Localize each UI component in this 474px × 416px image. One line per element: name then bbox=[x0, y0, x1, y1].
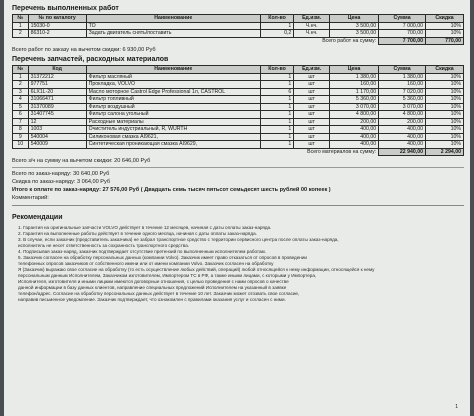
cell: шт bbox=[294, 88, 330, 96]
table-row bbox=[13, 111, 464, 119]
col-header: № bbox=[13, 66, 29, 74]
cell: шт bbox=[294, 133, 330, 141]
cell: 1 bbox=[260, 103, 293, 111]
col-header: Кол-во bbox=[260, 15, 293, 23]
cell: 400,00 bbox=[330, 133, 379, 141]
cell: Очиститель индустриальный, R, WURTH bbox=[86, 126, 260, 134]
cell: 4 800,00 bbox=[330, 111, 379, 119]
cell: 200,00 bbox=[379, 118, 426, 126]
cell: 31372212 bbox=[28, 73, 86, 81]
col-header: Цена bbox=[330, 66, 379, 74]
cell: 1 bbox=[260, 22, 293, 30]
table-row bbox=[13, 141, 464, 149]
table-row bbox=[13, 118, 464, 126]
recommendation-item: телефон/адрес. Согласие на обработку персональных данных действует в течение 10 лет. Заказчик может отозвать свое согласие, bbox=[18, 291, 300, 296]
col-header: Ед.изм. bbox=[294, 66, 330, 74]
cell: 0,2 bbox=[260, 30, 293, 38]
cell: 31407745 bbox=[28, 111, 86, 119]
cell: 1 bbox=[260, 118, 293, 126]
cell: шт bbox=[294, 103, 330, 111]
cell: 540009 bbox=[28, 141, 86, 149]
recommendations-title: Рекомендации bbox=[12, 205, 464, 221]
cell: шт bbox=[294, 126, 330, 134]
cell: 7 000,00 bbox=[379, 22, 426, 30]
table-row bbox=[13, 22, 464, 30]
cell: шт bbox=[294, 96, 330, 104]
parts-total-row bbox=[13, 148, 464, 156]
col-header: № bbox=[13, 15, 29, 23]
cell: 6 bbox=[13, 111, 29, 119]
cell: 1 380,00 bbox=[379, 73, 426, 81]
cell: Синтетическая проникающая смазка AI9629, bbox=[86, 141, 260, 149]
cell: 1 380,00 bbox=[330, 73, 379, 81]
cell: 1 bbox=[260, 126, 293, 134]
cell: 7 bbox=[13, 118, 29, 126]
works-header-row bbox=[13, 15, 464, 23]
table-row bbox=[13, 103, 464, 111]
cell: 3 500,00 bbox=[330, 30, 379, 38]
cell: 540004 bbox=[28, 133, 86, 141]
col-header: Наименование bbox=[86, 66, 260, 74]
cell: Расходные материалы bbox=[86, 118, 260, 126]
parts-total-label: Всего материалов на сумму: bbox=[307, 148, 377, 155]
cell: 1003 bbox=[28, 126, 86, 134]
parts-with-discount: Всего з/ч на сумму на вычетом скидки: 20 646,00 Руб bbox=[12, 158, 151, 164]
cell: 1 170,00 bbox=[330, 88, 379, 96]
cell: 400,00 bbox=[330, 126, 379, 134]
recommendation-item: 4. Подписывая заказ-наряд, заказчик подтверждает отсутствие претензий по выполненным исполнителем работам. bbox=[18, 249, 266, 254]
cell: 31066471 bbox=[28, 96, 86, 104]
cell: 31370089 bbox=[28, 103, 86, 111]
cell: 160,00 bbox=[330, 81, 379, 89]
works-total-discount: 770,00 bbox=[426, 37, 464, 45]
cell: 200,00 bbox=[330, 118, 379, 126]
work-order-document bbox=[4, 0, 470, 416]
cell: 86310-2 bbox=[28, 30, 86, 38]
col-header: № по каталогу bbox=[28, 15, 86, 23]
cell: 10% bbox=[426, 118, 464, 126]
divider bbox=[12, 167, 464, 168]
cell: Ч.нч. bbox=[294, 22, 330, 30]
cell: 10% bbox=[426, 81, 464, 89]
cell: 977751 bbox=[28, 81, 86, 89]
recommendation-item: телефонных опросов заказчиков от собственного имени или от имени компании Volvo. Заказчик согласен на обработку bbox=[18, 261, 274, 266]
works-section-title: Перечень выполненных работ bbox=[12, 5, 119, 12]
page-number: 1 bbox=[455, 404, 458, 410]
col-header: Код bbox=[28, 66, 86, 74]
table-row bbox=[13, 30, 464, 38]
cell: 2 bbox=[13, 81, 29, 89]
cell: 4 800,00 bbox=[379, 111, 426, 119]
cell: 4 bbox=[13, 96, 29, 104]
table-row bbox=[13, 73, 464, 81]
works-total-value: 7 700,00 bbox=[379, 37, 426, 45]
recommendation-item: исполнитель не несет ответственность за сохранность транспортного средства. bbox=[18, 243, 190, 248]
works-total-label: Всего работ на сумму: bbox=[322, 37, 377, 44]
cell: 1 bbox=[13, 73, 29, 81]
cell: 10% bbox=[426, 96, 464, 104]
cell: Масло моторное Castrol Edge Professional 1л, CASTROL bbox=[86, 88, 260, 96]
cell: Ч.нч. bbox=[294, 30, 330, 38]
cell: 12 bbox=[28, 118, 86, 126]
works-total-row bbox=[13, 37, 464, 45]
cell: шт bbox=[294, 118, 330, 126]
cell: Задать двигатель снять/поставить bbox=[86, 30, 260, 38]
table-row bbox=[13, 96, 464, 104]
cell: 8 bbox=[13, 126, 29, 134]
cell: 5 360,00 bbox=[330, 96, 379, 104]
table-row bbox=[13, 88, 464, 96]
cell: 400,00 bbox=[379, 133, 426, 141]
cell: 9 bbox=[13, 133, 29, 141]
cell: 2 bbox=[13, 30, 29, 38]
cell: Силиконовая смазка AI9621, bbox=[86, 133, 260, 141]
cell: 10% bbox=[426, 103, 464, 111]
order-total: Всего по заказ-наряду: 30 640,00 Руб bbox=[12, 171, 110, 177]
cell: 10% bbox=[426, 133, 464, 141]
recommendation-item: персональным данным Исполнителем, Заказчиком изготовителем, Импортером ТС в РФ, а также иными лицами, с которыми у Импортера, bbox=[18, 273, 317, 278]
cell: 10% bbox=[426, 126, 464, 134]
cell: шт bbox=[294, 111, 330, 119]
cell: 10% bbox=[426, 22, 464, 30]
cell: 5 360,00 bbox=[379, 96, 426, 104]
order-discount: Скидка по заказ-наряду: 3 064,00 Руб bbox=[12, 179, 111, 185]
recommendation-item: 2. Гарантия на выполненные работы действует в течение одного месяца, начиная с даты оплаты заказ-наряда. bbox=[18, 231, 257, 236]
cell: 10% bbox=[426, 141, 464, 149]
cell: 3 bbox=[13, 88, 29, 96]
recommendation-item: направив письменное уведомление. Заказчик подтверждает, что ознакомлен с правилами оказания услуг и согласен с ними. bbox=[18, 297, 286, 302]
cell: 10% bbox=[426, 88, 464, 96]
cell: 160,00 bbox=[379, 81, 426, 89]
works-with-discount: Всего работ по заказу на вычетом скидки: 6 930,00 Руб bbox=[12, 47, 156, 53]
recommendation-item: данной информации в базу данных клиентов, направление специальных предложений Исполнителем на указанный в заявке bbox=[18, 285, 287, 290]
recommendation-item: 1. Гарантия на оригинальные запчасти VOLVO действует в течение 12 месяцев, начиная с даты оплаты заказ-наряда. bbox=[18, 225, 272, 230]
cell: Фильтр масляный bbox=[86, 73, 260, 81]
table-row bbox=[13, 81, 464, 89]
works-table bbox=[12, 14, 464, 45]
col-header: Скидка bbox=[426, 15, 464, 23]
cell: 1 bbox=[260, 81, 293, 89]
cell: 1 bbox=[260, 133, 293, 141]
cell: 400,00 bbox=[379, 141, 426, 149]
parts-total-value: 22 940,00 bbox=[379, 148, 426, 156]
order-to-pay: Итого к оплате по заказ-наряду: 27 576,00 Руб ( Двадцать семь тысяч пятьсот семьдесят шесть рублей 00 копеек ) bbox=[12, 187, 331, 193]
recommendation-item: Я (Заказчик) выражаю свое согласие на обработку (то есть осуществление любых действий, операций) любой относящейся к нему информации, относящейся к нему bbox=[18, 267, 375, 272]
cell: Фильтр воздушный bbox=[86, 103, 260, 111]
col-header: Наименование bbox=[86, 15, 260, 23]
col-header: Цена bbox=[330, 15, 379, 23]
cell: 6LX1L-20 bbox=[28, 88, 86, 96]
recommendation-item: 3. В случае, если заказчик (представитель заказчика) не забрал транспортное средство с территории сервисного центра после оплаты заказ-наряда, bbox=[18, 237, 339, 242]
recommendation-item: Исполнителя, изготовителя и иными лицами имеются договорные отношения, с целью проведения с нами опросов о качестве bbox=[18, 279, 289, 284]
cell: 3 500,00 bbox=[330, 22, 379, 30]
parts-header-row bbox=[13, 66, 464, 74]
comment-label: Комментарий: bbox=[12, 195, 49, 201]
cell: 1 bbox=[260, 111, 293, 119]
table-row bbox=[13, 126, 464, 134]
cell: 400,00 bbox=[330, 141, 379, 149]
cell: Фильтр салона угольный bbox=[86, 111, 260, 119]
cell: 6 bbox=[260, 88, 293, 96]
cell: 5 bbox=[13, 103, 29, 111]
table-row bbox=[13, 133, 464, 141]
cell: ТО bbox=[86, 22, 260, 30]
cell: 7 020,00 bbox=[379, 88, 426, 96]
col-header: Сумма bbox=[379, 66, 426, 74]
parts-total-discount: 2 294,00 bbox=[426, 148, 464, 156]
cell: Прокладка, VOLVO bbox=[86, 81, 260, 89]
cell: шт bbox=[294, 73, 330, 81]
cell: Фильтр топливный bbox=[86, 96, 260, 104]
cell: 1 bbox=[260, 73, 293, 81]
cell: 700,00 bbox=[379, 30, 426, 38]
col-header: Скидка bbox=[426, 66, 464, 74]
cell: 15030-0 bbox=[28, 22, 86, 30]
recommendation-item: 5. Заказчик согласен на обработку персональных данных (компании Volvo). Заказчик имеет право отказаться от опросов в проведении bbox=[18, 255, 307, 260]
parts-table bbox=[12, 65, 464, 156]
cell: 3 070,00 bbox=[379, 103, 426, 111]
recommendations-list bbox=[12, 225, 464, 303]
cell: 10 bbox=[13, 141, 29, 149]
cell: шт bbox=[294, 141, 330, 149]
cell: 1 bbox=[260, 141, 293, 149]
col-header: Ед.изм. bbox=[294, 15, 330, 23]
parts-section-title: Перечень запчастей, расходных материалов bbox=[12, 56, 169, 63]
cell: 1 bbox=[13, 22, 29, 30]
col-header: Сумма bbox=[379, 15, 426, 23]
cell: 3 070,00 bbox=[330, 103, 379, 111]
cell: шт bbox=[294, 81, 330, 89]
cell: 10% bbox=[426, 30, 464, 38]
col-header: Кол-во bbox=[260, 66, 293, 74]
cell: 10% bbox=[426, 73, 464, 81]
cell: 1 bbox=[260, 96, 293, 104]
cell: 10% bbox=[426, 111, 464, 119]
cell: 400,00 bbox=[379, 126, 426, 134]
